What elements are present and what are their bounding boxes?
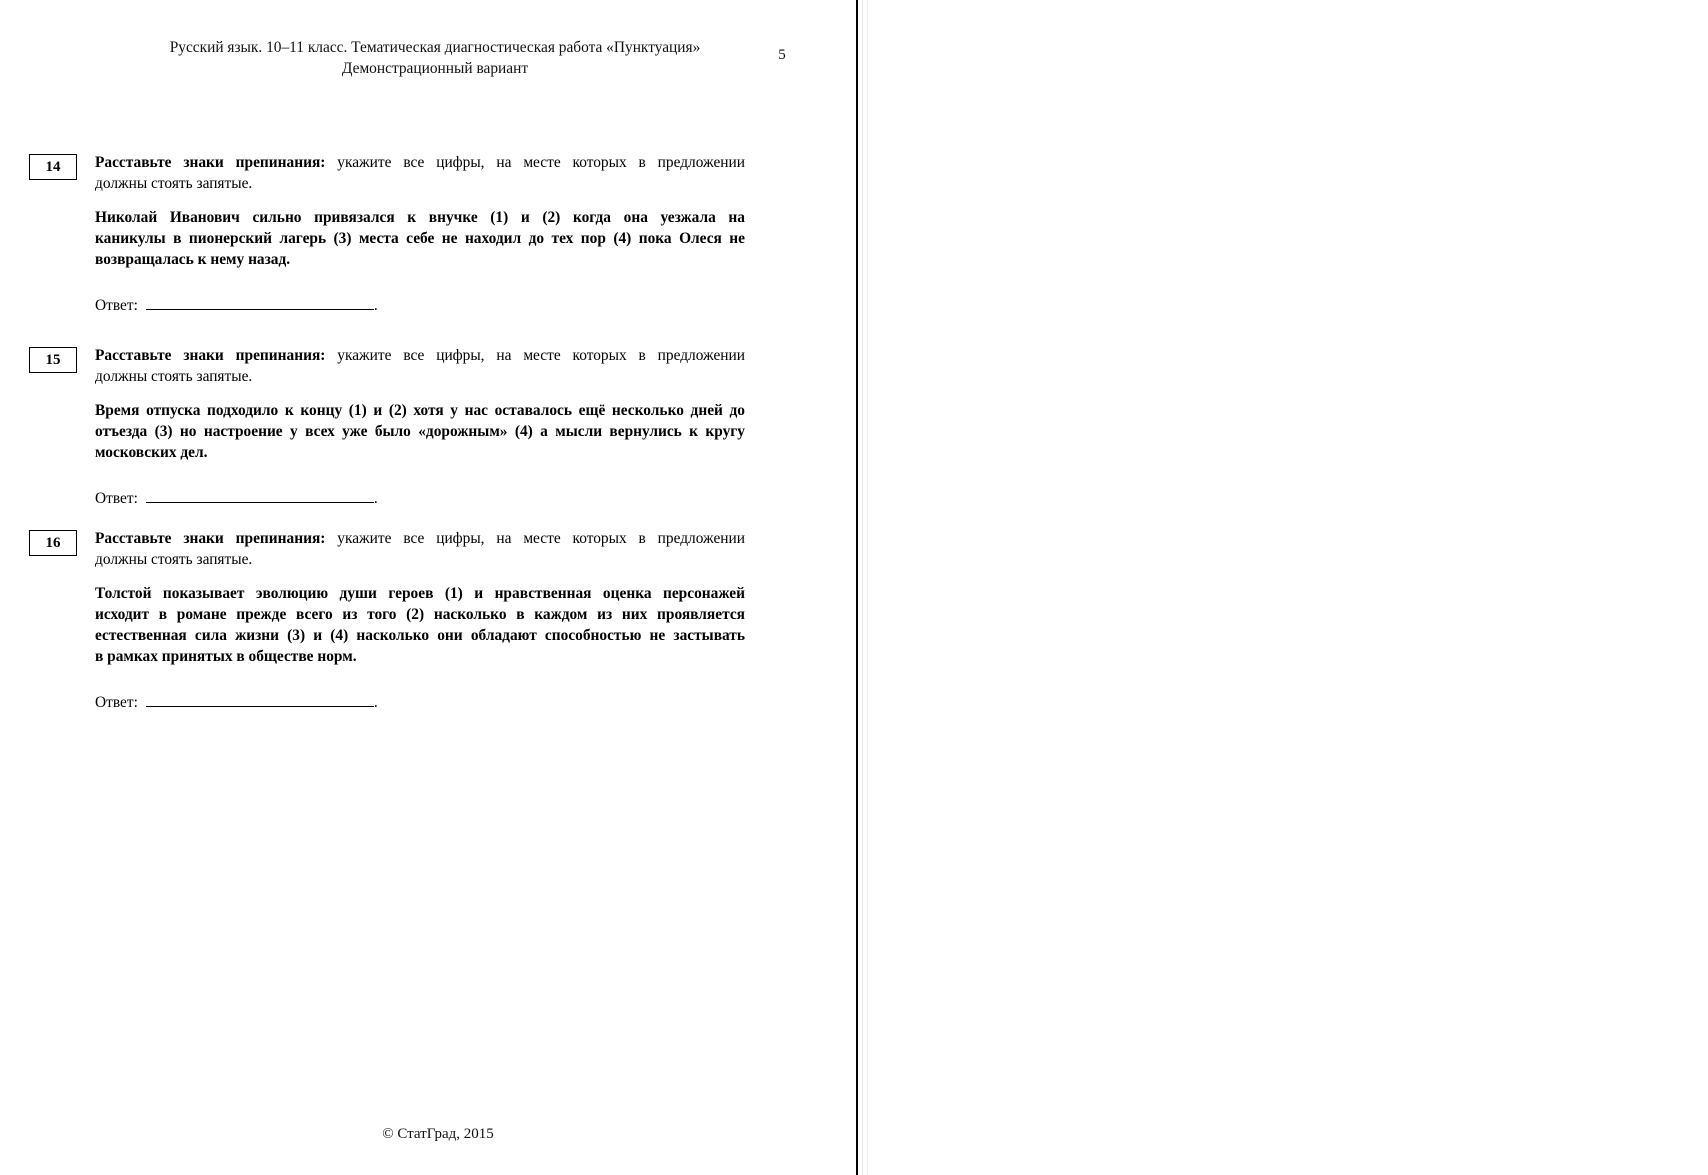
question-14-number-box [29,154,77,180]
prompt-rest: укажите все цифры, на месте которых в предложении [337,530,745,547]
doc-header [110,37,760,79]
header-line-2: Демонстрационный вариант [341,60,529,77]
answer-blank [146,691,374,707]
answer-period: . [373,694,378,711]
question-16-body-line: исходит в романе прежде всего из того (2) насколько в каждом из них проявляется [95,606,745,623]
prompt-bold-label: Расставьте знаки препинания: [95,530,326,547]
page-divider-shadow [867,0,868,1175]
question-15 [45,345,745,509]
answer-label: Ответ: [95,490,138,507]
question-15-body-line: московских дел. [95,444,208,461]
question-14-body-line: возвращалась к нему назад. [95,251,291,268]
question-14-number: 14 [45,158,61,175]
page-divider [856,0,858,1175]
page-divider-shadow [862,0,863,1175]
question-14-body-line: Николай Иванович сильно привязался к внучке (1) и (2) когда она уезжала на [95,209,745,226]
question-14-body-line: каникулы в пионерский лагерь (3) места себе не находил до тех пор (4) пока Олеся не [95,230,745,247]
answer-period: . [373,490,378,507]
question-16-number: 16 [45,534,61,551]
question-15-prompt-line-1 [95,345,745,366]
question-14-body [95,207,745,270]
question-14-prompt-line-2: должны стоять запятые. [95,175,253,192]
prompt-bold-label: Расставьте знаки препинания: [95,154,326,171]
question-15-prompt-line-2: должны стоять запятые. [95,368,253,385]
footer-copyright: © СтатГрад, 2015 [382,1126,494,1142]
answer-period: . [373,297,378,314]
question-15-number: 15 [45,351,61,368]
question-16-body [95,583,745,667]
answer-label: Ответ: [95,297,138,314]
question-15-number-box [29,347,77,373]
question-16-prompt-line-2: должны стоять запятые. [95,551,253,568]
header-line-1: Русский язык. 10–11 класс. Тематическая диагностическая работа «Пунктуация» [169,39,701,56]
prompt-rest: укажите все цифры, на месте которых в предложении [337,347,745,364]
answer-blank [146,294,374,310]
question-15-body [95,400,745,463]
question-14 [45,152,745,316]
question-16-body-line: Толстой показывает эволюцию души героев (1) и нравственная оценка персонажей [95,585,745,602]
question-16 [45,528,745,713]
question-16-number-box [29,530,77,556]
page-number: 5 [778,47,786,63]
question-16-prompt-line-1 [95,528,745,549]
answer-label: Ответ: [95,694,138,711]
question-14-answer-row [95,294,745,316]
prompt-rest: укажите все цифры, на месте которых в предложении [337,154,745,171]
question-16-answer-row [95,691,745,713]
question-15-body-line: отъезда (3) но настроение у всех уже было «дорожным» (4) а мысли вернулись к кругу [95,423,745,440]
question-16-body-line: в рамках принятых в обществе норм. [95,648,357,665]
question-15-answer-row [95,487,745,509]
question-15-body-line: Время отпуска подходило к концу (1) и (2) хотя у нас оставалось ещё несколько дней до [95,402,745,419]
question-14-prompt-line-1 [95,152,745,173]
answer-blank [146,487,374,503]
question-16-body-line: естественная сила жизни (3) и (4) насколько они обладают способностью не застывать [95,627,745,644]
prompt-bold-label: Расставьте знаки препинания: [95,347,326,364]
